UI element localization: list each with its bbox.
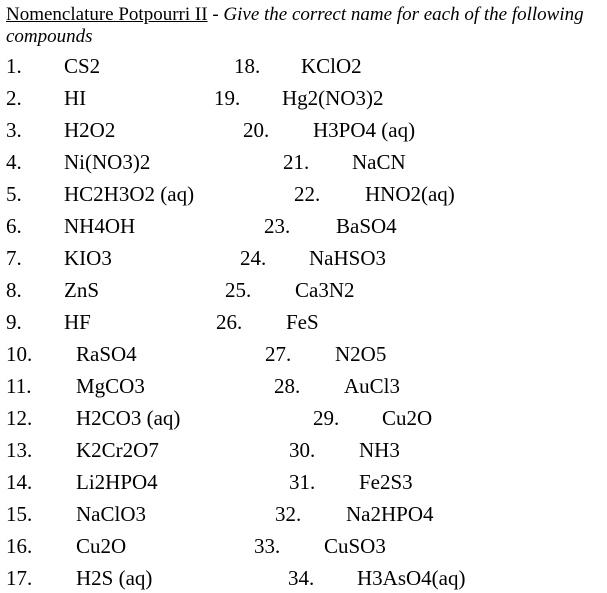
item-number: 29. bbox=[313, 406, 340, 430]
item-number: 14. bbox=[6, 470, 33, 494]
item-formula: N2O5 bbox=[335, 342, 387, 366]
item-number: 4. bbox=[6, 150, 22, 174]
item-number: 2. bbox=[6, 86, 22, 110]
item-formula: NH3 bbox=[359, 438, 400, 462]
item-formula: RaSO4 bbox=[76, 342, 137, 366]
item-formula: Hg2(NO3)2 bbox=[282, 86, 384, 110]
item-formula: CS2 bbox=[64, 54, 101, 78]
item-formula: Ni(NO3)2 bbox=[64, 150, 151, 174]
item-number: 11. bbox=[6, 374, 32, 398]
item-number: 7. bbox=[6, 246, 22, 270]
item-number: 34. bbox=[288, 566, 315, 590]
item-formula: KClO2 bbox=[301, 54, 362, 78]
item-formula: H3AsO4(aq) bbox=[357, 566, 466, 590]
item-formula: HF bbox=[64, 310, 91, 334]
item-formula: Cu2O bbox=[382, 406, 433, 430]
item-number: 28. bbox=[274, 374, 301, 398]
item-number: 16. bbox=[6, 534, 33, 558]
item-number: 15. bbox=[6, 502, 33, 526]
item-number: 31. bbox=[289, 470, 316, 494]
item-formula: Fe2S3 bbox=[359, 470, 413, 494]
item-number: 18. bbox=[234, 54, 261, 78]
item-number: 32. bbox=[275, 502, 302, 526]
item-formula: NaClO3 bbox=[76, 502, 146, 526]
item-formula: FeS bbox=[286, 310, 319, 334]
item-number: 27. bbox=[265, 342, 292, 366]
item-number: 3. bbox=[6, 118, 22, 142]
item-number: 13. bbox=[6, 438, 33, 462]
item-number: 5. bbox=[6, 182, 22, 206]
item-number: 10. bbox=[6, 342, 33, 366]
item-number: 9. bbox=[6, 310, 22, 334]
item-number: 20. bbox=[243, 118, 270, 142]
item-number: 21. bbox=[283, 150, 310, 174]
title-separator: - bbox=[207, 4, 224, 25]
item-formula: Na2HPO4 bbox=[346, 502, 434, 526]
worksheet-header bbox=[6, 4, 602, 48]
item-formula: NH4OH bbox=[64, 214, 136, 238]
item-formula bbox=[313, 118, 415, 142]
item-formula: NaCN bbox=[352, 150, 406, 174]
worksheet-title: Nomenclature Potpourri II bbox=[6, 4, 208, 25]
item-number: 19. bbox=[214, 86, 241, 110]
item-number: 6. bbox=[6, 214, 22, 238]
item-number: 30. bbox=[289, 438, 316, 462]
item-number: 24. bbox=[240, 246, 267, 270]
formula-text: H3PO4 (aq) bbox=[313, 118, 416, 142]
item-formula: H2S (aq) bbox=[76, 566, 153, 590]
item-number: 8. bbox=[6, 278, 22, 302]
item-number: 23. bbox=[264, 214, 291, 238]
item-formula: HC2H3O2 (aq) bbox=[64, 182, 195, 206]
item-formula: HI bbox=[64, 86, 87, 110]
item-formula: BaSO4 bbox=[336, 214, 397, 238]
item-formula: Ca3N2 bbox=[295, 278, 355, 302]
item-number: 1. bbox=[6, 54, 22, 78]
item-formula: HNO2(aq) bbox=[365, 182, 455, 206]
item-formula: AuCl3 bbox=[344, 374, 401, 398]
item-number: 25. bbox=[225, 278, 252, 302]
item-number: 33. bbox=[254, 534, 281, 558]
item-formula: MgCO3 bbox=[76, 374, 145, 398]
item-formula: Li2HPO4 bbox=[76, 470, 158, 494]
item-formula: H2CO3 (aq) bbox=[76, 406, 181, 430]
item-formula: KIO3 bbox=[64, 246, 112, 270]
item-formula: ZnS bbox=[64, 278, 100, 302]
item-number: 26. bbox=[216, 310, 243, 334]
item-number: 22. bbox=[294, 182, 321, 206]
worksheet-instruction: Give the correct name for each of the following compounds bbox=[6, 4, 584, 47]
item-formula: NaHSO3 bbox=[309, 246, 386, 270]
item-number: 12. bbox=[6, 406, 33, 430]
item-formula: H2O2 bbox=[64, 118, 116, 142]
item-formula: CuSO3 bbox=[324, 534, 386, 558]
item-number: 17. bbox=[6, 566, 33, 590]
item-formula: Cu2O bbox=[76, 534, 127, 558]
item-formula: K2Cr2O7 bbox=[76, 438, 159, 462]
